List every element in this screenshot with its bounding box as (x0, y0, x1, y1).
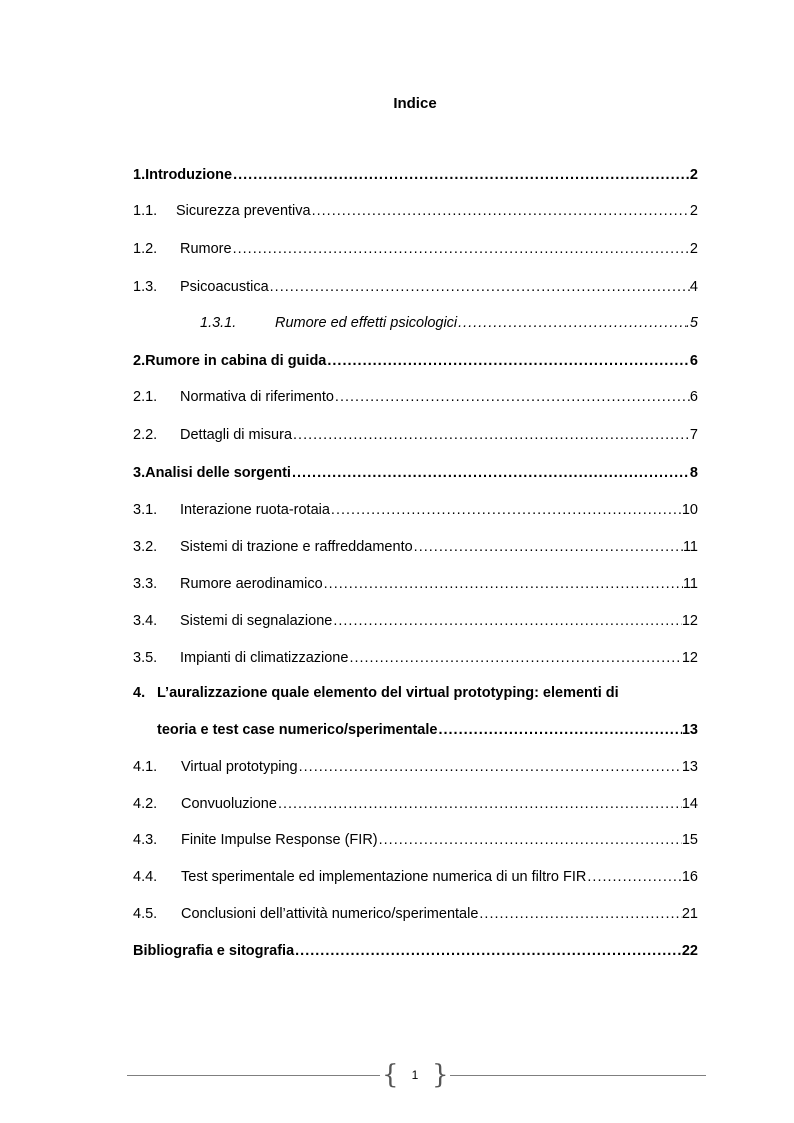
dot-leader (292, 427, 690, 443)
entry-page: 13 (681, 722, 698, 738)
toc-entry (133, 389, 698, 411)
dot-leader (437, 722, 681, 738)
toc-entry (133, 353, 698, 375)
dot-leader (330, 502, 682, 518)
dot-leader (413, 539, 683, 555)
entry-title: Sistemi di trazione e raffreddamento (180, 539, 413, 555)
entry-number: 2.1. (133, 389, 158, 405)
entry-number: 3.4. (133, 613, 158, 629)
toc-entry (133, 650, 698, 672)
dot-leader (457, 315, 686, 331)
entry-page: 2 (689, 241, 698, 257)
entry-page: 11 (682, 576, 698, 592)
toc-entry (133, 203, 698, 225)
toc-entry (133, 279, 698, 301)
entry-page: 11 (682, 539, 698, 555)
entry-page: 8 (689, 465, 698, 481)
entry-page: 2 (689, 203, 698, 219)
toc-entry (133, 906, 698, 928)
entry-page: 15 (681, 832, 698, 848)
entry-title: Conclusioni dell’attività numerico/sperimentale (181, 906, 479, 922)
entry-number: 1.2. (133, 241, 158, 257)
entry-number: 3.3. (133, 576, 158, 592)
toc-entry (133, 832, 698, 854)
entry-title: Introduzione (145, 167, 233, 183)
entry-title: Sicurezza preventiva (176, 203, 311, 219)
entry-title: Rumore aerodinamico (180, 576, 323, 592)
entry-title: Sistemi di segnalazione (180, 613, 333, 629)
entry-number: 2.2. (133, 427, 158, 443)
entry-page: 7 (689, 427, 698, 443)
toc-entry (133, 685, 698, 707)
toc-entry (133, 241, 698, 263)
entry-page: 22 (681, 943, 698, 959)
entry-page: .5 (685, 315, 698, 331)
entry-title: Rumore in cabina di guida (145, 353, 327, 369)
toc-entry (133, 427, 698, 449)
entry-page: 10 (681, 502, 698, 518)
entry-number: 3.2. (133, 539, 158, 555)
dot-leader (291, 465, 690, 481)
footer-divider-right (450, 1075, 706, 1076)
entry-title: Impianti di climatizzazione (180, 650, 349, 666)
entry-title: Rumore (180, 241, 232, 257)
entry-page: 12 (681, 650, 698, 666)
entry-page: 6 (689, 353, 698, 369)
entry-title: Bibliografia e sitografia (133, 943, 295, 959)
entry-number: 4. (133, 685, 146, 701)
dot-leader (323, 576, 683, 592)
entry-page: 6 (689, 389, 698, 405)
toc-entry (200, 315, 698, 337)
entry-number: 1.3. (133, 279, 158, 295)
entry-number: 4.4. (133, 869, 158, 885)
toc-entry (133, 796, 698, 818)
entry-title: teoria e test case numerico/sperimentale (157, 722, 438, 738)
entry-title: Analisi delle sorgenti (145, 465, 291, 481)
entry-page: 2 (689, 167, 698, 183)
entry-title: Test sperimentale ed implementazione numerica di un filtro FIR (181, 869, 587, 885)
entry-page: 21 (681, 906, 698, 922)
entry-title: L’auralizzazione quale elemento del virtual prototyping: elementi di (157, 685, 619, 701)
entry-number: 4.3. (133, 832, 158, 848)
toc-entry (133, 943, 698, 965)
dot-leader (298, 759, 682, 775)
entry-page: 4 (689, 279, 698, 295)
entry-number: 3.5. (133, 650, 158, 666)
dot-leader (332, 613, 682, 629)
entry-page: 12 (681, 613, 698, 629)
toc-entry (133, 613, 698, 635)
toc-entry (133, 576, 698, 598)
toc-entry (133, 759, 698, 781)
entry-title: Rumore ed effetti psicologici (275, 315, 458, 331)
toc-entry (133, 869, 698, 891)
dot-leader (269, 279, 690, 295)
dot-leader (294, 943, 682, 959)
entry-page: 14 (681, 796, 698, 812)
entry-number: 1.3.1. (200, 315, 237, 331)
entry-number: 3. (133, 465, 146, 481)
page-title: Indice (393, 95, 437, 112)
dot-leader (334, 389, 690, 405)
entry-number: 4.2. (133, 796, 158, 812)
entry-number: 1.1. (133, 203, 158, 219)
toc-entry (133, 539, 698, 561)
dot-leader (586, 869, 681, 885)
page-number: 1 (411, 1068, 419, 1082)
dot-leader (348, 650, 681, 666)
entry-title: Psicoacustica (180, 279, 269, 295)
entry-number: 4.1. (133, 759, 158, 775)
entry-title: Normativa di riferimento (180, 389, 334, 405)
entry-number: 2. (133, 353, 146, 369)
toc-entry (157, 722, 698, 744)
right-brace-ornament: } (432, 1060, 449, 1090)
dot-leader (232, 167, 690, 183)
entry-title: Dettagli di misura (180, 427, 293, 443)
entry-title: Virtual prototyping (181, 759, 298, 775)
toc-entry (133, 465, 698, 487)
dot-leader (311, 203, 690, 219)
dot-leader (277, 796, 682, 812)
entry-number: 3.1. (133, 502, 158, 518)
dot-leader (378, 832, 682, 848)
toc-entry (133, 167, 698, 189)
left-brace-ornament: { (382, 1060, 399, 1090)
dot-leader (326, 353, 690, 369)
entry-number: 4.5. (133, 906, 158, 922)
entry-page: 16 (681, 869, 698, 885)
toc-entry (133, 502, 698, 524)
entry-number: 1. (133, 167, 146, 183)
entry-page: 13 (681, 759, 698, 775)
entry-title: Interazione ruota-rotaia (180, 502, 330, 518)
dot-leader (478, 906, 681, 922)
dot-leader (232, 241, 690, 257)
footer-divider-left (127, 1075, 380, 1076)
entry-title: Finite Impulse Response (FIR) (181, 832, 378, 848)
entry-title: Convuoluzione (181, 796, 277, 812)
